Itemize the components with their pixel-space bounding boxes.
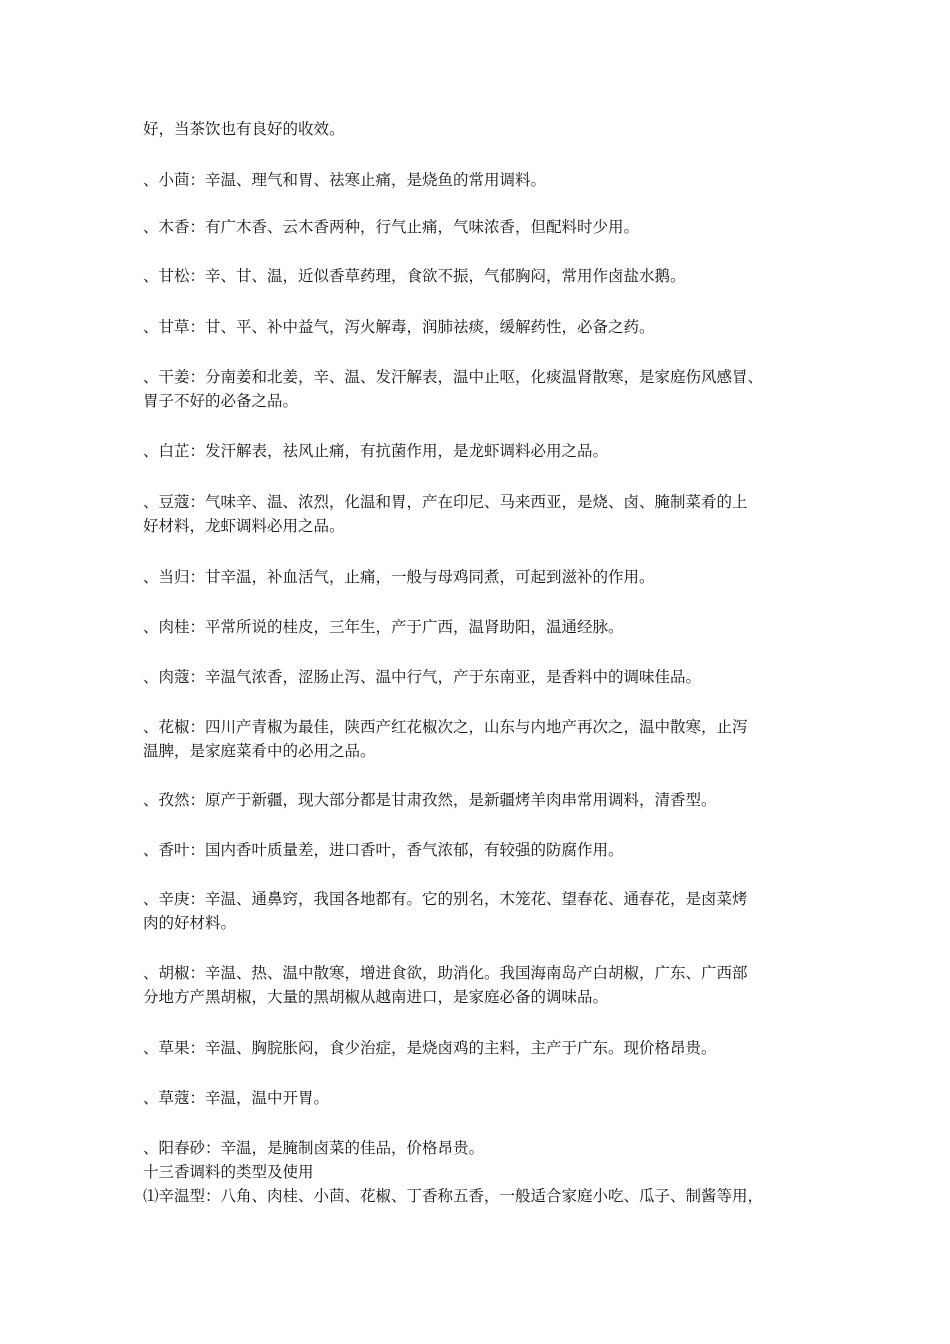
paragraph-10-line-1: 、肉桂：平常所说的桂皮，三年生，产于广西，温肾助阳，温通经脉。 (143, 618, 624, 636)
paragraph-1-line-1: 好，当茶饮也有良好的收效。 (143, 120, 345, 138)
paragraph-4-line-1: 、甘松：辛、甘、温，近似香草药理，食欲不振，气郁胸闷，常用作卤盐水鹅。 (143, 267, 686, 285)
paragraph-12-line-1: 、花椒：四川产青椒为最佳，陕西产红花椒次之，山东与内地产再次之，温中散寒，止泻 (143, 718, 748, 736)
paragraph-19-line-3: ⑴辛温型：八角、肉桂、小茴、花椒、丁香称五香，一般适合家庭小吃、瓜子、制酱等用， (143, 1187, 764, 1205)
paragraph-19-line-1: 、阳春砂：辛温，是腌制卤菜的佳品，价格昂贵。 (143, 1139, 485, 1157)
paragraph-13-line-1: 、孜然：原产于新疆，现大部分都是甘肃孜然，是新疆烤羊肉串常用调料，清香型。 (143, 791, 717, 809)
paragraph-5-line-1: 、甘草：甘、平、补中益气，泻火解毒，润肺祛痰，缓解药性，必备之药。 (143, 318, 655, 336)
paragraph-8-line-2: 好材料，龙虾调料必用之品。 (143, 517, 345, 535)
paragraph-8-line-1: 、豆蔻：气味辛、温、浓烈，化温和胃，产在印尼、马来西亚，是烧、卤、腌制菜肴的上 (143, 493, 748, 511)
paragraph-6-line-2: 胃子不好的必备之品。 (143, 392, 299, 410)
paragraph-9-line-1: 、当归：甘辛温，补血活气，止痛，一般与母鸡同煮，可起到滋补的作用。 (143, 568, 655, 586)
paragraph-2-line-1: 、小茴：辛温、理气和胃、祛寒止痛，是烧鱼的常用调料。 (143, 171, 547, 189)
paragraph-15-line-2: 肉的好材料。 (143, 914, 237, 932)
paragraph-19-line-2: 十三香调料的类型及使用 (143, 1163, 314, 1181)
paragraph-11-line-1: 、肉蔻：辛温气浓香，涩肠止泻、温中行气，产于东南亚，是香料中的调味佳品。 (143, 668, 702, 686)
paragraph-12-line-2: 温脾，是家庭菜肴中的必用之品。 (143, 742, 376, 760)
paragraph-14-line-1: 、香叶：国内香叶质量差，进口香叶，香气浓郁，有较强的防腐作用。 (143, 841, 624, 859)
paragraph-6-line-1: 、干姜：分南姜和北姜，辛、温、发汗解表，温中止呕，化痰温肾散寒，是家庭伤风感冒、 (143, 368, 764, 386)
paragraph-16-line-1: 、胡椒：辛温、热、温中散寒，增进食欲，助消化。我国海南岛产白胡椒，广东、广西部 (143, 964, 748, 982)
paragraph-7-line-1: 、白芷：发汗解表，祛风止痛，有抗菌作用，是龙虾调料必用之品。 (143, 442, 609, 460)
paragraph-15-line-1: 、辛庚：辛温、通鼻窍，我国各地都有。它的别名，木笼花、望春花、通春花，是卤菜烤 (143, 890, 748, 908)
paragraph-18-line-1: 、草蔻：辛温，温中开胃。 (143, 1089, 330, 1107)
paragraph-16-line-2: 分地方产黑胡椒，大量的黑胡椒从越南进口，是家庭必备的调味品。 (143, 988, 609, 1006)
paragraph-17-line-1: 、草果：辛温、胸脘胀闷，食少治症，是烧卤鸡的主料，主产于广东。现价格昂贵。 (143, 1039, 717, 1057)
paragraph-3-line-1: 、木香：有广木香、云木香两种，行气止痛，气味浓香，但配料时少用。 (143, 218, 640, 236)
